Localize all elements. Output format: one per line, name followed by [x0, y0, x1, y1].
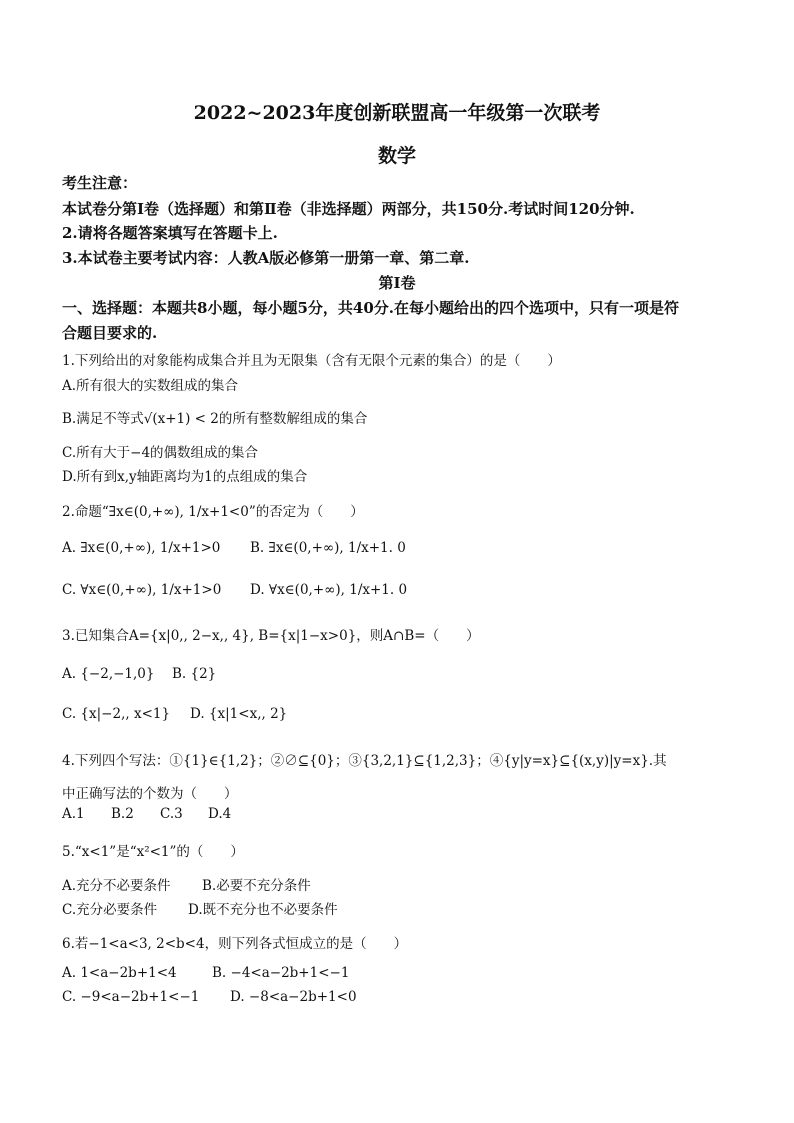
q1-option-b: B.满足不等式√(x+1) < 2的所有整数解组成的集合 [62, 411, 368, 427]
q6-option-d: D. −8<a−2b+1<0 [230, 989, 357, 1005]
q3-option-d: D. {x|1<x,, 2} [190, 706, 288, 722]
exam-subject: 数学 [377, 145, 416, 167]
q4-options [62, 806, 231, 822]
q2-options-cd [62, 582, 407, 598]
q6-stem: 6.若−1<a<3, 2<b<4，则下列各式恒成立的是（ ） [62, 936, 408, 952]
exam-title: 2022~2023年度创新联盟高一年级第一次联考 [193, 102, 601, 124]
q5-options-ab [62, 874, 311, 894]
q1-option-d: D.所有到x,y轴距离均为1的点组成的集合 [62, 469, 308, 485]
notice-item-3: 3.本试卷主要考试内容：人教A版必修第一册第一章、第二章. [62, 249, 470, 267]
section-instructions-line2: 合题目要求的. [62, 324, 158, 342]
q2-option-b: B. ∃x∈(0,+∞), 1/x+1. 0 [250, 540, 406, 556]
notice-item-1: 本试卷分第Ⅰ卷（选择题）和第Ⅱ卷（非选择题）两部分，共150分.考试时间120分钟. [62, 200, 635, 218]
q6-option-c: C. −9<a−2b+1<−1 [62, 989, 200, 1005]
notice-item-2: 2.请将各题答案填写在答题卡上. [62, 224, 278, 242]
q6-option-b: B. −4<a−2b+1<−1 [212, 965, 350, 981]
q1-option-c: C.所有大于−4的偶数组成的集合 [62, 445, 259, 461]
q3-options-ab [62, 666, 216, 682]
q2-option-c: C. ∀x∈(0,+∞), 1/x+1>0 [62, 582, 222, 598]
q1-option-a: A.所有很大的实数组成的集合 [62, 378, 239, 394]
q3-option-b: B. {2} [172, 666, 217, 682]
q5-stem: 5.“x<1”是“x²<1”的（ ） [62, 844, 244, 860]
q2-option-a: A. ∃x∈(0,+∞), 1/x+1>0 [62, 540, 221, 556]
q2-stem: 2.命题“∃x∈(0,+∞), 1/x+1<0”的否定为（ ） [62, 504, 364, 520]
q5-options-cd [62, 898, 338, 918]
q1-stem: 1.下列给出的对象能构成集合并且为无限集（含有无限个元素的集合）的是（ ） [62, 353, 561, 369]
q3-stem: 3.已知集合A={x|0,, 2−x,, 4}, B={x|1−x>0}，则A∩B=（ ） [62, 628, 480, 644]
q4-option-c: C.3 [160, 806, 183, 822]
q5-option-a: A.充分不必要条件 [62, 878, 171, 894]
section-instructions-line1: 一、选择题：本题共8小题，每小题5分，共40分.在每小题给出的四个选项中，只有一项是符 [62, 299, 679, 317]
q5-option-b: B.必要不充分条件 [202, 878, 311, 894]
q3-option-a: A. {−2,−1,0} [62, 666, 155, 682]
q4-stem: 4.下列四个写法：①{1}∈{1,2}；②∅⊆{0}；③{3,2,1}⊆{1,2,3}；④{y|y=x}⊆{(x,y)|y=x}.其 [62, 753, 667, 769]
part-title: 第Ⅰ卷 [378, 274, 416, 292]
q6-option-a: A. 1<a−2b+1<4 [62, 965, 177, 981]
q5-option-c: C.充分必要条件 [62, 902, 158, 918]
q3-option-c: C. {x|−2,, x<1} [62, 706, 171, 722]
q2-options-ab [62, 540, 406, 556]
notice-heading: 考生注意： [62, 174, 138, 192]
q4-option-b: B.2 [111, 806, 134, 822]
q4-option-d: D.4 [208, 806, 232, 822]
q3-options-cd [62, 706, 287, 722]
q4-option-a: A.1 [62, 806, 85, 822]
q6-options-ab [62, 965, 349, 981]
q5-option-d: D.既不充分也不必要条件 [188, 902, 338, 918]
q6-options-cd [62, 989, 357, 1005]
q4-stem-continued: 中正确写法的个数为（ ） [62, 786, 238, 802]
q2-option-d: D. ∀x∈(0,+∞), 1/x+1. 0 [250, 582, 408, 598]
